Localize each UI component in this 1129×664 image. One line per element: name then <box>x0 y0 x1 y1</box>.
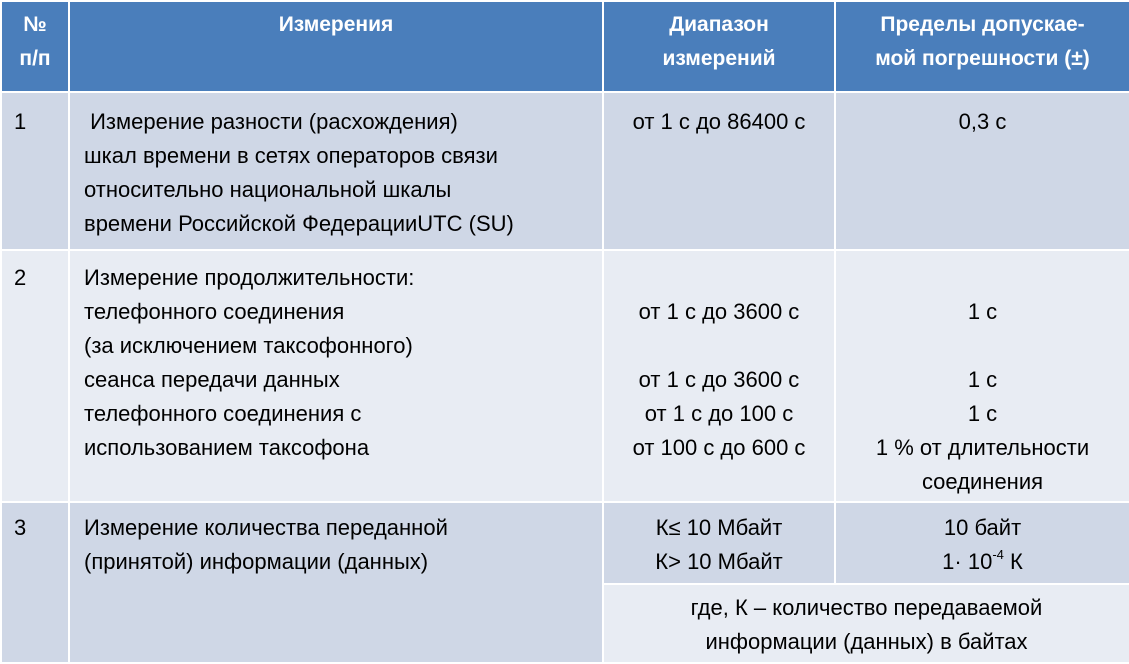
limit-value-exponent <box>836 545 1129 579</box>
row2-limit <box>835 250 1129 502</box>
limit-value: 1 с <box>967 299 998 324</box>
range-value: К≤ 10 Мбайт <box>655 515 783 540</box>
note-line: информации (данных) в байтах <box>705 629 1028 654</box>
header-measure <box>69 1 603 92</box>
range-value: от 1 с до 3600 с <box>638 299 800 324</box>
measure-line: относительно национальной шкалы <box>84 177 452 202</box>
measure-line: Измерение количества переданной <box>84 515 448 540</box>
row1-range <box>603 92 835 250</box>
measure-line: времени Российской ФедерацииUTC (SU) <box>84 211 514 236</box>
limit-value: 0,3 с <box>958 109 1007 134</box>
limit-value: соединения <box>921 469 1044 494</box>
header-limits <box>835 1 1129 92</box>
table-row <box>1 250 1129 502</box>
measure-line: телефонного соединения <box>84 299 345 324</box>
header-row <box>1 1 1129 92</box>
range-value: от 1 с до 3600 с <box>638 367 800 392</box>
measure-line: (принятой) информации (данных) <box>84 549 429 574</box>
row3-limit <box>835 502 1129 584</box>
header-measure-label: Измерения <box>278 13 394 36</box>
header-range <box>603 1 835 92</box>
row3-measure <box>69 502 603 663</box>
limit-base: 1· 10 <box>942 549 993 574</box>
limit-value: 1 % от длительности <box>875 435 1090 460</box>
row2-range <box>603 250 835 502</box>
row1-limit <box>835 92 1129 250</box>
header-num <box>1 1 69 92</box>
measure-line: телефонного соединения с <box>84 401 362 426</box>
row3-range <box>603 502 835 584</box>
limit-unit: К <box>1003 549 1023 574</box>
header-limits-line1: Пределы допускае- <box>880 13 1085 36</box>
range-value: от 100 с до 600 с <box>632 435 806 460</box>
measure-line: сеанса передачи данных <box>84 367 340 392</box>
range-value: от 1 с до 100 с <box>644 401 794 426</box>
range-value: от 1 с до 86400 с <box>632 109 806 134</box>
limit-value: 1 с <box>967 401 998 426</box>
header-range-line1: Диапазон <box>669 13 769 36</box>
row1-num <box>1 92 69 250</box>
row3-num <box>1 502 69 663</box>
row-number: 2 <box>14 265 27 290</box>
row1-measure <box>69 92 603 250</box>
row-number: 3 <box>14 515 27 540</box>
header-num-line2: п/п <box>19 47 51 70</box>
limit-value: 1 с <box>967 367 998 392</box>
measure-line: Измерение продолжительности: <box>84 265 415 290</box>
limit-exponent: -4 <box>992 546 1004 562</box>
row3-note <box>603 584 1129 663</box>
measure-line: шкал времени в сетях операторов связи <box>84 143 498 168</box>
note-line: где, К – количество передаваемой <box>690 595 1043 620</box>
measure-line: Измерение разности (расхождения) <box>84 109 458 134</box>
limit-value: 10 байт <box>943 515 1022 540</box>
header-num-line1: № <box>23 13 47 36</box>
table-row <box>1 502 1129 584</box>
header-limits-line2: мой погрешности (±) <box>875 47 1090 70</box>
header-range-line2: измерений <box>662 47 776 70</box>
measure-line: (за исключением таксофонного) <box>84 333 413 358</box>
range-value: К> 10 Мбайт <box>655 549 783 574</box>
row2-measure <box>69 250 603 502</box>
measure-line: использованием таксофона <box>84 435 370 460</box>
table-row <box>1 92 1129 250</box>
row2-num <box>1 250 69 502</box>
row-number: 1 <box>14 109 27 134</box>
